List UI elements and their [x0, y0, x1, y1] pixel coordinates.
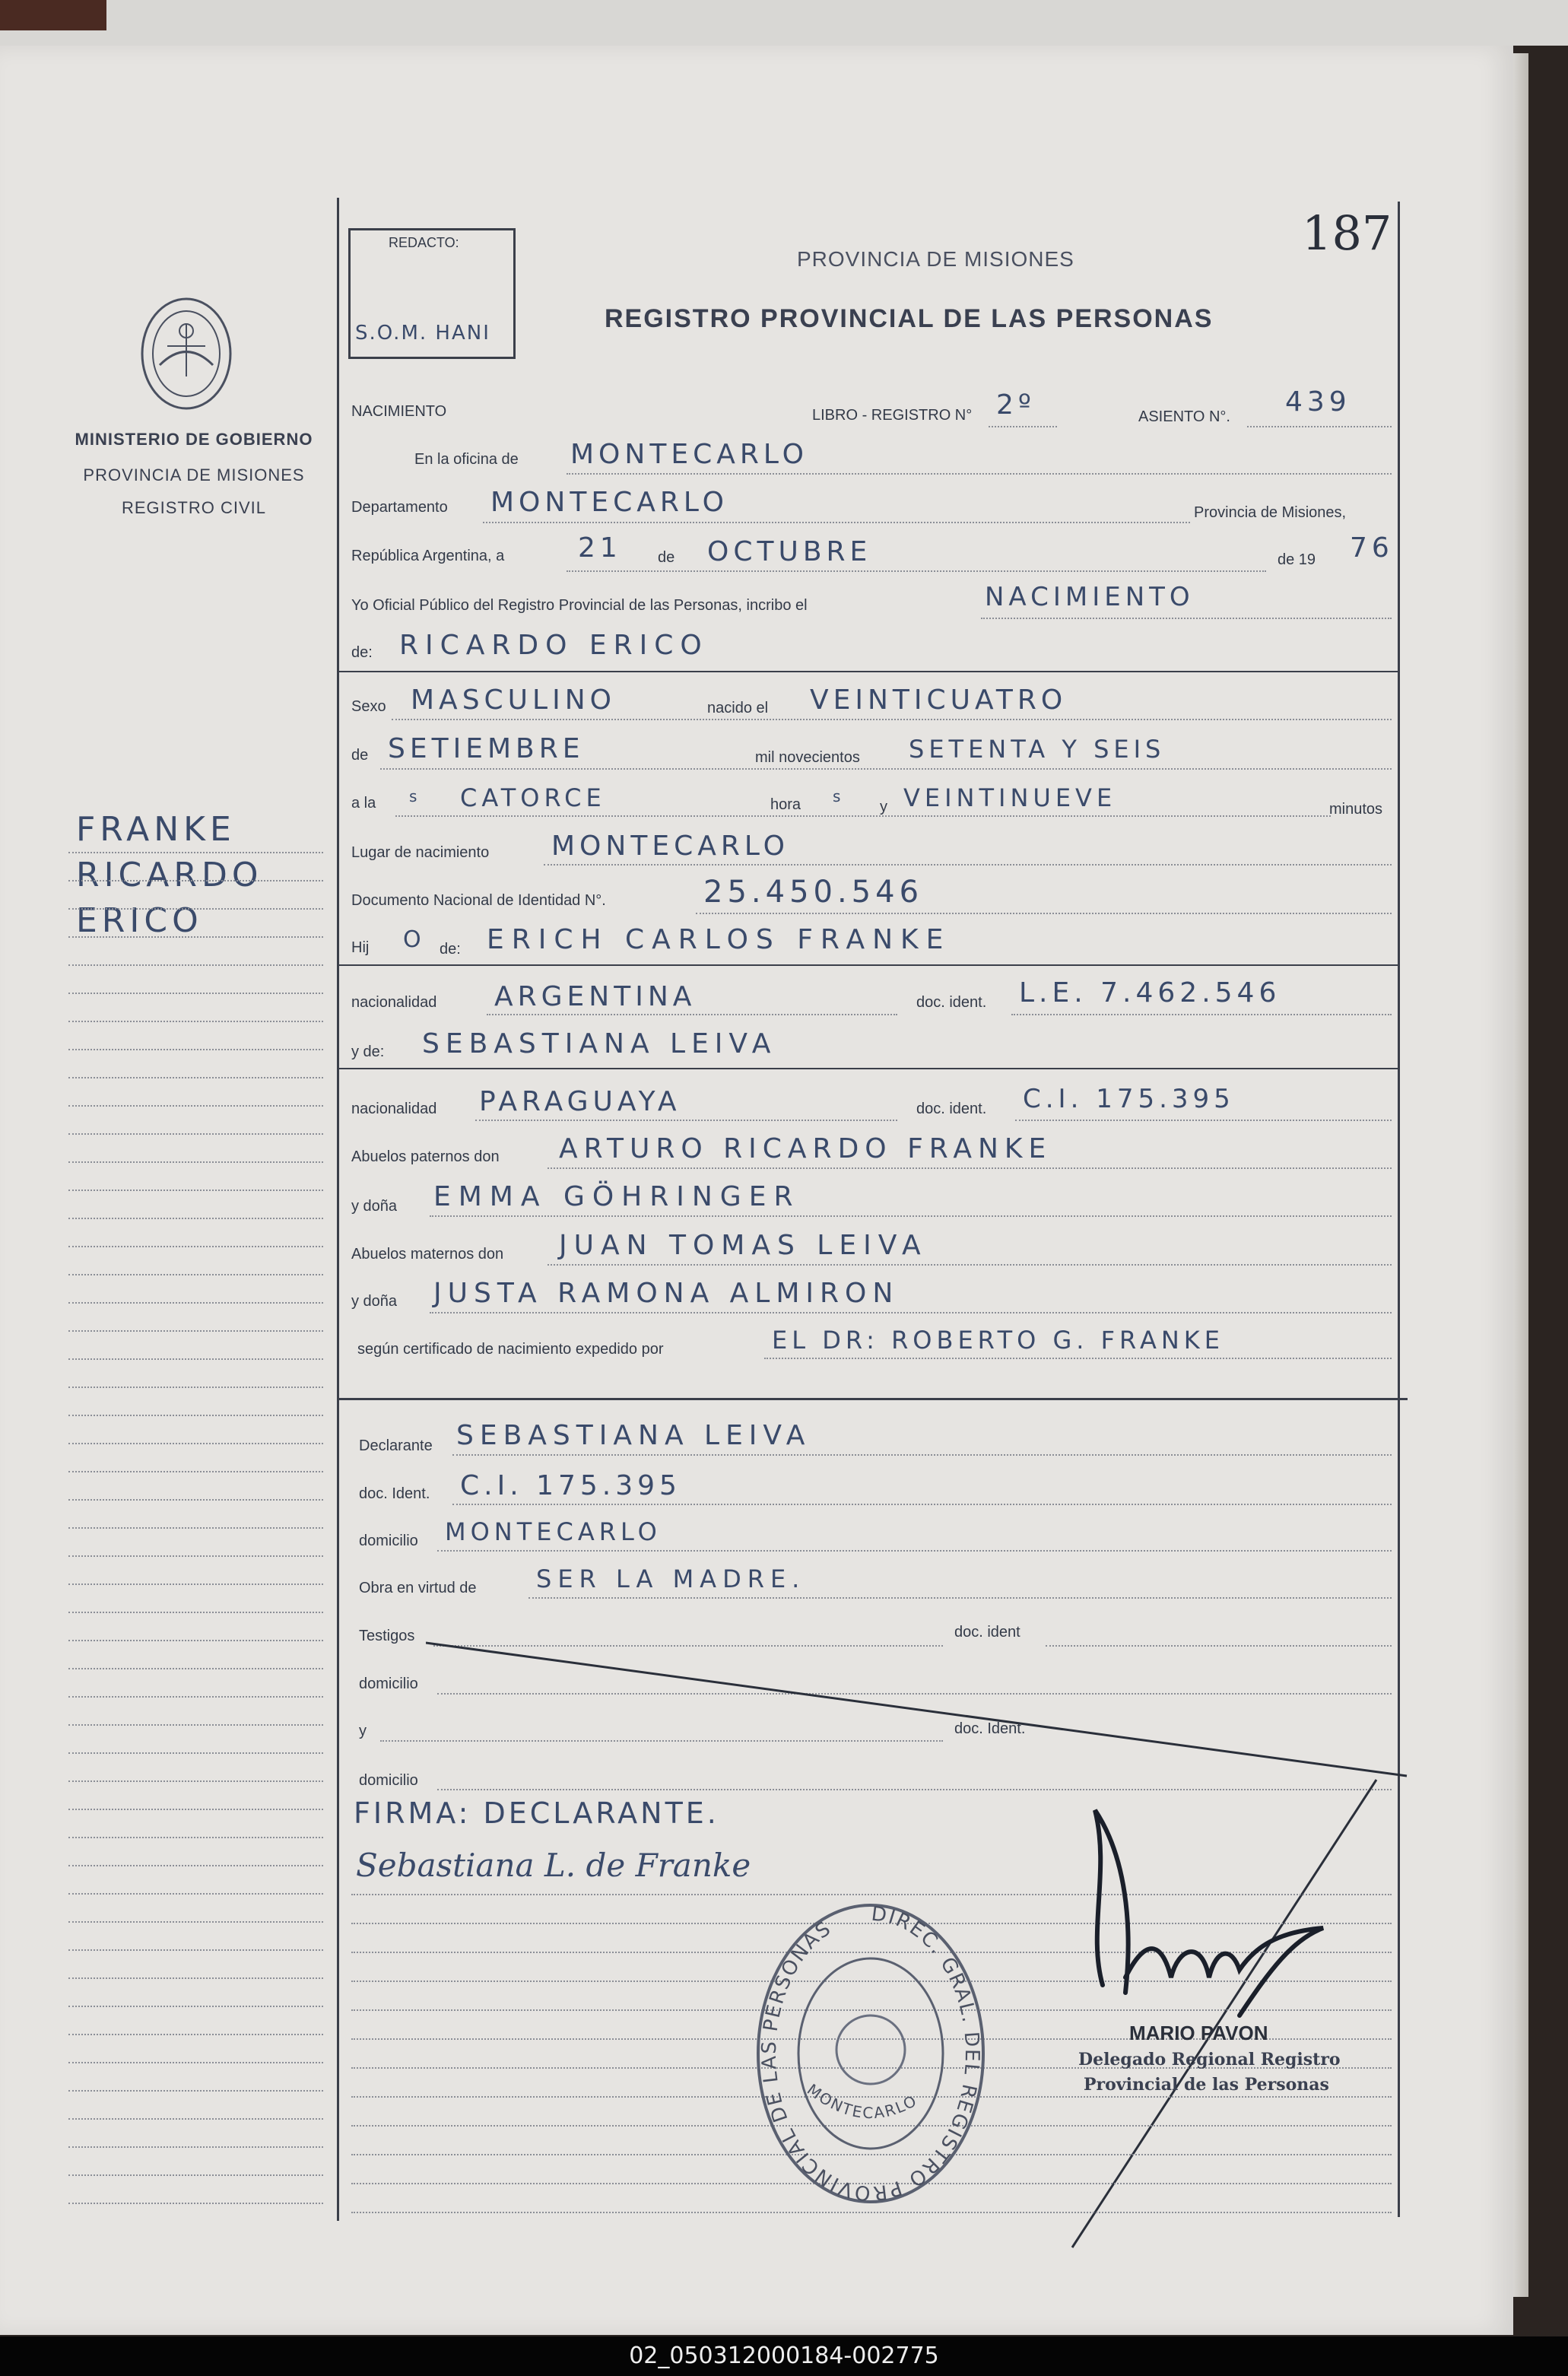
oficial-text: Yo Oficial Público del Registro Provincial de las Personas, incribo el [351, 597, 808, 614]
mes-value: OCTUBRE [707, 536, 872, 567]
obra-label: Obra en virtud de [359, 1580, 477, 1596]
redacto-label: REDACTO: [389, 235, 459, 250]
abuelos-mat-label: Abuelos maternos don [351, 1246, 504, 1263]
provincial-crest-icon [137, 293, 236, 415]
top-strip [0, 0, 1568, 46]
testigo2-y-label: y [359, 1723, 367, 1739]
testigo1-doc-label: doc. ident [954, 1624, 1020, 1641]
margin-rule-line [68, 1921, 323, 1923]
margin-rule-line [68, 1190, 323, 1191]
margin-surname: FRANKE [76, 810, 236, 849]
margin-rule-line [68, 2062, 323, 2063]
abuela-pat-value: EMMA GÖHRINGER [433, 1181, 801, 1212]
mil-label: mil novecientos [755, 749, 860, 766]
dia-value: 21 [578, 532, 622, 564]
padre-nac-value: ARGENTINA [494, 981, 697, 1012]
official-title-1: Delegado Regional Registro [1078, 2050, 1341, 2069]
province-heading: PROVINCIA DE MISIONES [797, 247, 1074, 271]
official-signature-icon [1080, 1795, 1338, 2023]
abuela-mat-value: JUSTA RAMONA ALMIRON [433, 1278, 900, 1309]
lugar-label: Lugar de nacimiento [351, 844, 490, 861]
official-seal-stamp [753, 1901, 989, 2213]
margin-rule-line [68, 1133, 323, 1135]
margin-rule-line [68, 2146, 323, 2148]
hora-value: CATORCE [460, 783, 606, 812]
mes-nac-value: SETIEMBRE [388, 733, 585, 764]
margin-rule-line [68, 1358, 323, 1360]
margin-rule-line [68, 1893, 323, 1895]
official-name: MARIO PAVON [1129, 2022, 1268, 2044]
form-left-border [337, 198, 339, 2221]
madre-nac-label: nacionalidad [351, 1101, 437, 1117]
departamento-value: MONTECARLO [490, 487, 728, 518]
de-nombre-label: de: [351, 644, 373, 661]
oficina-label: En la oficina de [414, 451, 519, 468]
asiento-label: ASIENTO N°. [1138, 408, 1230, 425]
testigo1-domicilio-label: domicilio [359, 1676, 418, 1692]
ministry-province: PROVINCIA DE MISIONES [83, 465, 305, 484]
margin-rule-line [68, 1443, 323, 1444]
republica-label: República Argentina, a [351, 548, 505, 564]
margin-rule-line [68, 1218, 323, 1219]
de-mes-label: de [351, 747, 369, 764]
certificado-value: EL DR: ROBERTO G. FRANKE [772, 1326, 1224, 1355]
margin-rule-line [68, 2118, 323, 2120]
margin-rule-line [68, 1161, 323, 1163]
hij-suffix: O [403, 926, 426, 953]
libro-value: 2º [996, 389, 1036, 421]
testigo2-doc-label: doc. Ident. [954, 1720, 1026, 1737]
anio-value: 76 [1350, 532, 1394, 564]
margin-rule-line [68, 1780, 323, 1782]
margin-rule-line [68, 1246, 323, 1247]
abuelo-pat-value: ARTURO RICARDO FRANKE [559, 1133, 1052, 1164]
margin-rule-line [68, 1302, 323, 1304]
dec-doc-value: C.I. 175.395 [460, 1470, 681, 1501]
margin-rule-line [68, 1415, 323, 1416]
hora-label: hora [770, 796, 801, 813]
margin-rule-line [68, 1612, 323, 1613]
margin-rule-line [68, 1809, 323, 1810]
madre-value: SEBASTIANA LEIVA [422, 1028, 777, 1059]
page-edge [1513, 53, 1528, 2297]
lugar-value: MONTECARLO [551, 831, 789, 862]
sexo-label: Sexo [351, 698, 386, 715]
margin-rule-line [68, 1021, 323, 1022]
padre-doc-value: L.E. 7.462.546 [1019, 977, 1281, 1009]
margin-rule-line [68, 852, 323, 853]
margin-rule-line [68, 1387, 323, 1388]
declarante-label: Declarante [359, 1437, 433, 1454]
ministry-name: MINISTERIO DE GOBIERNO [75, 430, 313, 449]
margin-rule-line [68, 1865, 323, 1866]
margin-rule-line [68, 1949, 323, 1951]
margin-rule-line [68, 1724, 323, 1726]
firma-label: FIRMA: DECLARANTE. [354, 1796, 719, 1830]
departamento-label: Departamento [351, 499, 448, 516]
margin-rule-line [68, 1668, 323, 1669]
registry-heading: REGISTRO PROVINCIAL DE LAS PERSONAS [605, 304, 1214, 333]
margin-rule-line [68, 2090, 323, 2092]
margin-rule-line [68, 2174, 323, 2176]
ministry-registry: REGISTRO CIVIL [121, 498, 267, 517]
official-title-2: Provincial de las Personas [1084, 2075, 1329, 2095]
domicilio-value: MONTECARLO [445, 1517, 662, 1546]
scan-caption: 02_050312000184-002775 [629, 2343, 939, 2369]
margin-first-name: RICARDO [76, 856, 263, 894]
form-right-border [1398, 202, 1400, 2217]
padre-value: ERICH CARLOS FRANKE [487, 924, 951, 955]
nacido-label: nacido el [707, 700, 769, 716]
margin-rule-line [68, 1499, 323, 1501]
de-padre-label: de: [440, 941, 461, 958]
testigos-label: Testigos [359, 1628, 415, 1644]
y-dona-label-2: y doña [351, 1293, 398, 1310]
witness-cross-out [426, 1635, 1414, 1787]
redacto-initials: S.O.M. HANI [355, 322, 490, 345]
provincia-suffix: Provincia de Misiones, [1194, 504, 1347, 521]
margin-rule-line [68, 1555, 323, 1557]
margin-rule-line [68, 1330, 323, 1332]
sexo-value: MASCULINO [411, 685, 616, 716]
y-dona-label-1: y doña [351, 1198, 398, 1215]
margin-rule-line [68, 880, 323, 881]
padre-doc-label: doc. ident. [916, 994, 987, 1011]
margin-rule-line [68, 1977, 323, 1979]
margin-rule-line [68, 2203, 323, 2204]
minutos-value: VEINTINUEVE [903, 783, 1117, 812]
margin-rule-line [68, 993, 323, 994]
acto-value: NACIMIENTO [985, 582, 1195, 612]
margin-rule-line [68, 1471, 323, 1472]
margin-rule-line [68, 2034, 323, 2035]
padre-nac-label: nacionalidad [351, 994, 437, 1011]
margin-rule-line [68, 936, 323, 938]
a-las-label: a la [351, 795, 376, 812]
margin-rule-line [68, 1274, 323, 1275]
margin-rule-line [68, 1837, 323, 1838]
declarante-signature: Sebastiana L. de Franke [356, 1847, 751, 1884]
svg-text:MONTECARLO [804, 2080, 921, 2122]
a-las-s: s [409, 787, 422, 805]
hij-label: Hij [351, 939, 370, 956]
margin-rule-line [68, 2006, 323, 2007]
declarante-value: SEBASTIANA LEIVA [456, 1420, 811, 1451]
redacto-box [348, 228, 516, 359]
y-de-label: y de: [351, 1043, 385, 1060]
hora-s: s [833, 787, 846, 805]
stamp-outer-text: DIREC. GRAL. DEL REGISTRO PROVINCIAL DE LAS PERSONAS [757, 1902, 984, 2205]
binder-edge [0, 0, 106, 30]
abuelo-mat-value: JUAN TOMAS LEIVA [559, 1230, 928, 1261]
margin-rule-line [68, 1527, 323, 1529]
testigo2-domicilio-label: domicilio [359, 1772, 418, 1789]
dni-label: Documento Nacional de Identidad N°. [351, 892, 606, 909]
asiento-value: 439 [1285, 386, 1351, 418]
abuelos-pat-label: Abuelos paternos don [351, 1148, 500, 1165]
madre-doc-value: C.I. 175.395 [1023, 1084, 1235, 1114]
oficina-value: MONTECARLO [570, 439, 808, 470]
nombre-value: RICARDO ERICO [399, 630, 709, 661]
domicilio-label: domicilio [359, 1533, 418, 1549]
margin-rule-line [68, 1583, 323, 1585]
madre-nac-value: PARAGUAYA [479, 1086, 681, 1117]
margin-rule-line [68, 964, 323, 966]
certificado-label: según certificado de nacimiento expedido por [357, 1341, 664, 1358]
margin-rule-line [68, 908, 323, 910]
stamp-inner-text: MONTECARLO [803, 2080, 921, 2123]
anio-nac-value: SETENTA Y SEIS [909, 735, 1166, 764]
margin-second-name: ERICO [76, 901, 203, 940]
minutos-label: minutos [1329, 801, 1383, 818]
margin-rule-line [68, 1049, 323, 1050]
margin-rule-line [68, 1077, 323, 1078]
libro-label: LIBRO - REGISTRO N° [812, 407, 973, 424]
nacido-value: VEINTICUATRO [810, 685, 1068, 716]
y-label: y [880, 799, 887, 815]
margin-rule-line [68, 1640, 323, 1641]
obra-value: SER LA MADRE. [536, 1564, 806, 1593]
dni-value: 25.450.546 [703, 875, 924, 910]
dec-doc-label: doc. Ident. [359, 1485, 430, 1502]
page-number: 187 [1302, 205, 1392, 261]
de-label: de [658, 549, 675, 566]
margin-rule-line [68, 1752, 323, 1754]
anio-prefix: de 19 [1278, 551, 1316, 568]
margin-rule-line [68, 1105, 323, 1107]
madre-doc-label: doc. ident. [916, 1101, 987, 1117]
nacimiento-label: NACIMIENTO [351, 403, 447, 420]
margin-rule-line [68, 1696, 323, 1698]
